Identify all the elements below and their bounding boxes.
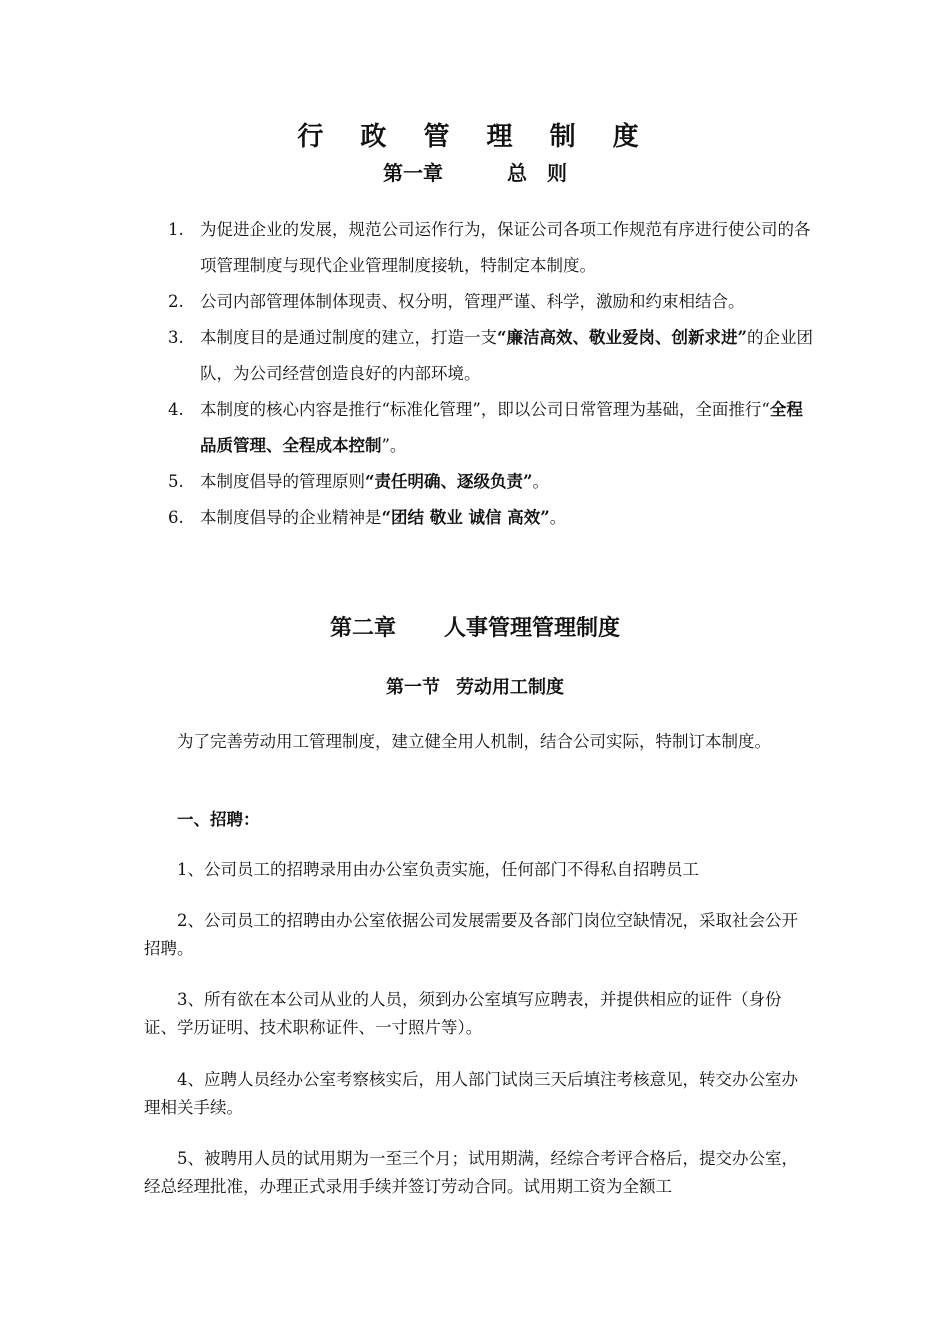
intro-paragraph: 为了完善劳动用工管理制度，建立健全用人机制，结合公司实际，特制订本制度。	[177, 732, 771, 751]
emphasis-text: “团结 敬业 诚信 高效”	[381, 508, 550, 527]
emphasis-text: “廉洁高效、敬业爱岗、创新求进”	[497, 328, 747, 347]
list-item-text: 本制度倡导的管理原则	[200, 472, 365, 491]
recruit-heading: 一、招聘：	[177, 810, 260, 829]
list-item-text: ”。	[381, 436, 407, 455]
recruit-item: 5、被聘用人员的试用期为一至三个月；试用期满，经综合考评合格后，提交办公室，经总经理批准，办理正式录用手续并签订劳动合同。试用期工资为全额工	[144, 1149, 798, 1196]
emphasis-text: “责任明确、逐级负责”	[365, 472, 533, 491]
list-item	[168, 500, 818, 536]
general-provisions-list	[168, 212, 818, 536]
list-item	[168, 392, 818, 464]
list-item-text: 公司内部管理体制体现责、权分明，管理严谨、科学，激励和约束相结合。	[200, 292, 745, 311]
chapter-1-name: 总 则	[507, 161, 567, 185]
chapter-2-heading	[0, 611, 950, 642]
emphasis-text: 全程品质管理、全程成本控制	[200, 400, 803, 455]
recruit-item: 3、所有欲在本公司从业的人员，须到办公室填写应聘表，并提供相应的证件（身份证、学历证明、技术职称证件、一寸照片等）。	[144, 990, 782, 1037]
chapter-2-name: 人事管理管理制度	[444, 616, 621, 641]
list-item-text: 本制度目的是通过制度的建立，打造一支	[200, 328, 497, 347]
section-1-label: 第一节	[386, 677, 440, 698]
recruit-item: 2、公司员工的招聘由办公室依据公司发展需要及各部门岗位空缺情况，采取社会公开招聘。	[144, 911, 798, 958]
list-item	[168, 284, 818, 320]
recruit-item: 4、应聘人员经办公室考察核实后，用人部门试岗三天后填注考核意见，转交办公室办理相关手续。	[144, 1070, 798, 1117]
document-title: 行 政 管 理 制 度	[297, 122, 653, 152]
list-item-text: 的企业团队，为公司经营创造良好的内部环境。	[200, 328, 813, 383]
list-item	[168, 212, 818, 284]
list-item-text: 。	[532, 472, 549, 491]
section-1-heading	[0, 673, 950, 699]
list-item-number: 3.	[168, 328, 184, 347]
list-item-text: 本制度倡导的企业精神是	[200, 508, 382, 527]
chapter-2-label: 第二章	[329, 616, 396, 641]
list-item-number: 6.	[168, 508, 184, 527]
list-item-number: 5.	[168, 472, 184, 491]
list-item-number: 4.	[168, 400, 184, 419]
list-item-text: 本制度的核心内容是推行“标准化管理”，即以公司日常管理为基础，全面推行“	[200, 400, 770, 419]
list-item-text: 为促进企业的发展，规范公司运作行为，保证公司各项工作规范有序进行使公司的各项管理制度与现代企业管理制度接轨，特制定本制度。	[200, 220, 811, 275]
list-item-text: 。	[549, 508, 567, 527]
list-item	[168, 464, 818, 500]
chapter-1-heading	[0, 157, 950, 186]
chapter-1-label: 第一章	[383, 161, 443, 185]
section-1-name: 劳动用工制度	[456, 677, 564, 698]
recruit-item: 1、公司员工的招聘录用由办公室负责实施，任何部门不得私自招聘员工	[177, 860, 699, 879]
list-item-number: 2.	[168, 292, 184, 311]
list-item-number: 1.	[168, 220, 184, 239]
list-item	[168, 320, 818, 392]
